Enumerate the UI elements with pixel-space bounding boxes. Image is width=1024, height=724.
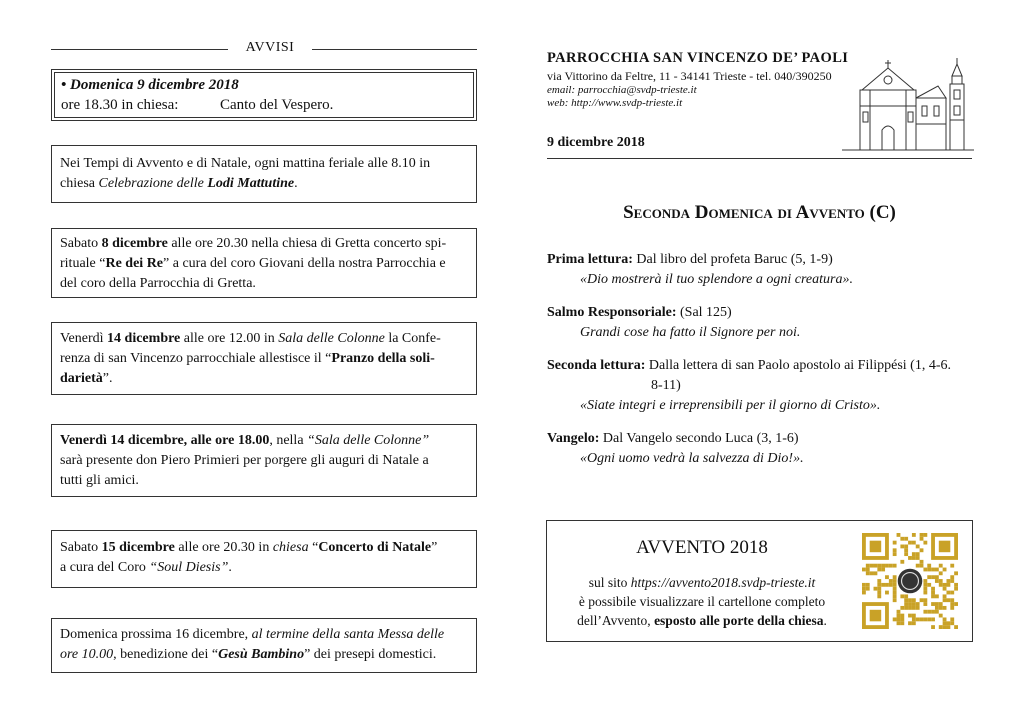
notice-text: renza di san Vincenzo parrocchiale allestisce il “ <box>60 351 332 366</box>
notice-text: Sabato <box>60 540 102 555</box>
notice-text: Gesù Bambino <box>218 647 305 662</box>
notice-box-concert-gretta <box>51 228 477 298</box>
bulletin-date: 9 dicembre 2018 <box>547 135 645 150</box>
notice-box-gesu-bambino <box>51 618 477 673</box>
notice-text: 14 dicembre <box>107 331 181 346</box>
avvento-text-part: è possibile visualizzare il cartellone completo <box>578 594 826 609</box>
reading-label: Seconda lettura: <box>547 358 646 373</box>
notice-text: , nella <box>269 433 308 448</box>
notice-text: Sala delle Colonne <box>278 331 385 346</box>
notice-text: . <box>228 560 232 575</box>
notice-text: rituale “ <box>60 256 106 271</box>
notice-box-sunday <box>51 69 477 121</box>
reading-gospel <box>547 429 977 469</box>
avvento-url[interactable]: https://avvento2018.svdp-trieste.it <box>630 575 816 590</box>
reading-quote: «Ogni uomo vedrà la salvezza di Dio!». <box>580 451 804 466</box>
reading-quote: Grandi cose ha fatto il Signore per noi. <box>580 325 801 340</box>
header-rule <box>547 158 972 159</box>
reading-label: Salmo Responsoriale: <box>547 305 677 320</box>
reading-text: 8-11) <box>651 378 681 393</box>
notice-box-pranzo <box>51 322 477 395</box>
notice-text: Nei Tempi di Avvento e di Natale, ogni mattina feriale alle 8.10 in <box>60 156 431 171</box>
reading-text: (Sal 125) <box>676 305 732 320</box>
reading-second <box>547 356 977 416</box>
notice-text: ”. <box>102 371 113 386</box>
notice-text: Lodi Mattutine <box>207 176 295 191</box>
reading-label: Prima lettura: <box>547 252 633 267</box>
notice-text: Celebrazione delle <box>98 176 208 191</box>
notice-text: alle ore 20.30 nella chiesa di Gretta concerto spi- <box>167 236 447 251</box>
notice-text: sarà presente don Piero Primieri per porgere gli auguri di Natale a <box>60 453 429 468</box>
reading-quote: «Dio mostrerà il tuo splendore a ogni creatura». <box>580 272 853 287</box>
notice-text: del coro della Parrocchia di Gretta. <box>60 276 256 291</box>
notice-date: • Domenica 9 dicembre 2018 <box>61 77 239 93</box>
reading-text: Dal libro del profeta Baruc (5, 1-9) <box>632 252 833 267</box>
notice-text: . <box>294 176 298 191</box>
notice-event: Canto del Vespero. <box>219 97 334 113</box>
notice-text: Venerdì <box>60 331 108 346</box>
avvento-text <box>547 573 857 630</box>
notice-box-lodi <box>51 145 477 203</box>
reading-psalm <box>547 303 977 343</box>
sunday-heading: Seconda Domenica di Avvento (C) <box>623 202 896 223</box>
notice-text: ” a cura del coro Giovani della nostra Parrocchia e <box>163 256 446 271</box>
avvento-text-part: . <box>823 613 827 628</box>
notice-text: ” <box>431 540 438 555</box>
reading-text: Dalla lettera di san Paolo apostolo ai Filippési (1, 4-6. <box>645 358 951 373</box>
reading-text: Dal Vangelo secondo Luca (3, 1-6) <box>599 431 799 446</box>
section-title: AVVISI <box>228 40 312 56</box>
notice-text: alle ore 12.00 in <box>180 331 279 346</box>
avvento-text-part: dell’Avvento, <box>577 613 655 628</box>
notice-text: 15 dicembre <box>101 540 175 555</box>
notice-box-concerto-natale <box>51 530 477 588</box>
notice-text: “Soul Diesis” <box>149 560 229 575</box>
notice-text: alle ore 20.30 in <box>174 540 273 555</box>
notice-text: Pranzo della soli- <box>331 351 435 366</box>
parish-name: PARROCCHIA SAN VINCENZO DE’ PAOLI <box>547 50 849 66</box>
notice-text: 8 dicembre <box>101 236 168 251</box>
notice-text: la Confe- <box>384 331 441 346</box>
notice-text: darietà <box>60 371 103 386</box>
avvento-text-part: sul sito <box>588 575 631 590</box>
reading-label: Vangelo: <box>547 431 600 446</box>
notice-text: al termine della santa Messa delle <box>251 627 445 642</box>
notice-text: chiesa <box>60 176 99 191</box>
avvento-text-part: esposto alle porte della chiesa <box>654 613 824 628</box>
notice-text: ” dei presepi domestici. <box>304 647 437 662</box>
qr-code-icon[interactable] <box>862 533 958 629</box>
church-illustration <box>842 50 974 154</box>
reading-first <box>547 250 977 290</box>
notice-text: a cura del Coro <box>60 560 150 575</box>
notice-text: , benedizione dei “ <box>113 647 219 662</box>
readings-list <box>547 250 977 469</box>
notice-text: “Sala delle Colonne” <box>307 433 430 448</box>
notice-text: Re dei Re <box>105 256 164 271</box>
avvento-box <box>546 520 973 642</box>
avvento-title: AVVENTO 2018 <box>636 537 768 558</box>
notice-text: Concerto di Natale <box>318 540 432 555</box>
notice-text: Venerdì 14 dicembre, alle ore 18.00 <box>60 433 270 448</box>
notice-time: ore 18.30 in chiesa: <box>61 97 179 113</box>
notice-text: ore 10.00 <box>60 647 114 662</box>
parish-web: web: http://www.svdp-trieste.it <box>547 97 683 109</box>
parish-address: via Vittorino da Feltre, 11 - 34141 Trieste - tel. 040/390250 <box>547 69 832 83</box>
notice-text: chiesa <box>272 540 309 555</box>
parish-email: email: parrocchia@svdp-trieste.it <box>547 84 697 96</box>
notice-text: Domenica prossima 16 dicembre, <box>60 627 252 642</box>
notice-text: “ <box>308 540 319 555</box>
reading-quote: «Siate integri e irreprensibili per il giorno di Cristo». <box>580 398 881 413</box>
notice-box-auguri <box>51 424 477 497</box>
notice-text: Sabato <box>60 236 102 251</box>
notice-text: tutti gli amici. <box>60 473 139 488</box>
